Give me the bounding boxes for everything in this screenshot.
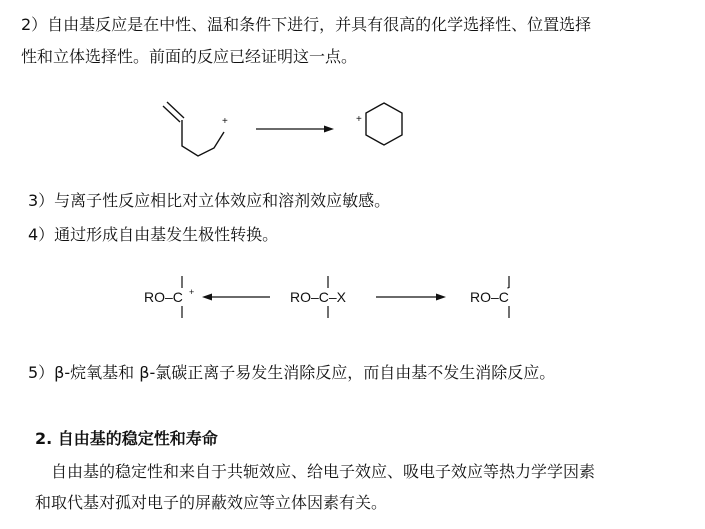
radical-structure [470, 276, 510, 318]
product-cation-charge: + [356, 114, 362, 125]
precursor-structure [290, 276, 347, 318]
section-body-line-1: 自由基的稳定性和来自于共轭效应、给电子效应、吸电子效应等热力学学因素 [51, 462, 596, 481]
carbocation-label: RO–C [144, 289, 183, 305]
radical-label: RO–C [470, 289, 509, 305]
hexenyl-cation-structure [163, 102, 224, 156]
scheme-cyclization [150, 98, 420, 160]
cyclohexyl-ring [366, 103, 402, 145]
section-body-line-2: 和取代基对孤对电子的屏蔽效应等立体因素有关。 [35, 493, 388, 512]
precursor-label: RO–C–X [290, 289, 347, 305]
paragraph-2-line-1: 2）自由基反应是在中性、温和条件下进行，并具有很高的化学选择性、位置选择 [21, 15, 592, 34]
reaction-arrow-left [202, 294, 270, 301]
carbocation-charge: + [189, 287, 195, 297]
paragraph-2-line-2: 性和立体选择性。前面的反应已经证明这一点。 [21, 47, 358, 66]
paragraph-5: 5）β-烷氧基和 β-氯碳正离子易发生消除反应，而自由基不发生消除反应。 [28, 363, 556, 382]
scheme-polarity-inversion [130, 268, 550, 328]
reaction-arrow-1 [256, 126, 334, 133]
reaction-arrow-right [376, 294, 446, 301]
paragraph-3: 3）与离子性反应相比对立体效应和溶剂效应敏感。 [28, 191, 391, 210]
radical-dot: · [506, 280, 510, 294]
paragraph-4: 4）通过形成自由基发生极性转换。 [28, 225, 279, 244]
section-heading: 2. 自由基的稳定性和寿命 [35, 429, 218, 448]
reactant-cation-charge: + [222, 116, 228, 127]
carbocation-structure [144, 276, 194, 318]
